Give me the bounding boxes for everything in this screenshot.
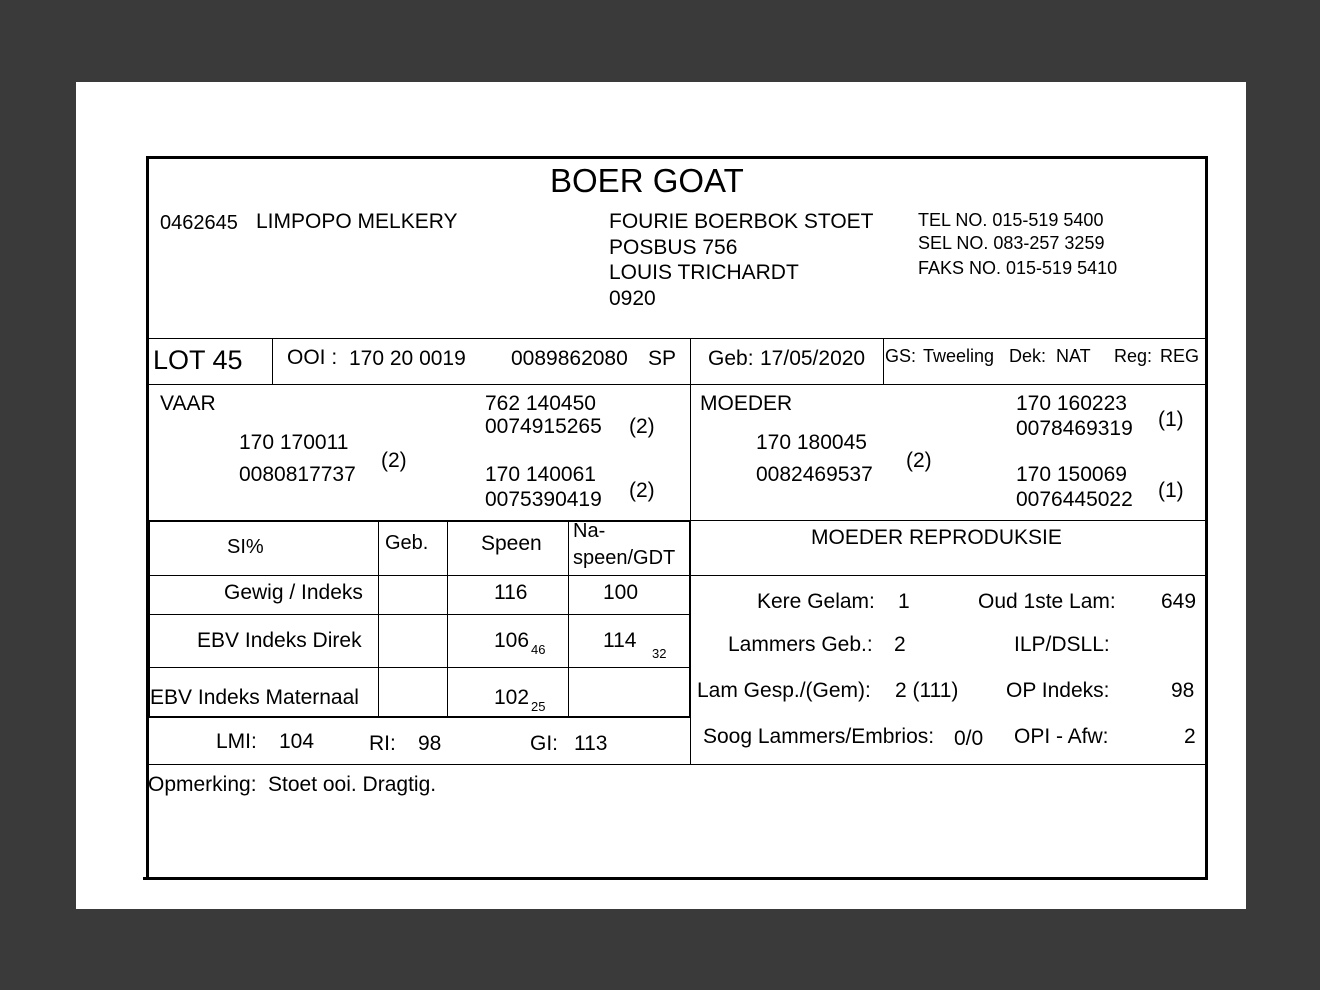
moeder-label: MOEDER — [700, 392, 793, 415]
lammers-geb-label: Lammers Geb.: — [728, 633, 873, 656]
geb-date: 17/05/2020 — [760, 347, 866, 370]
livestock-lot-card — [146, 156, 1208, 880]
col-naspeen-header-2: speen/GDT — [573, 547, 676, 569]
moeder-dam-id: 170 150069 — [1016, 463, 1127, 486]
lot-row-bottom-line — [146, 384, 1206, 385]
ri-value: 98 — [418, 732, 442, 755]
op-indeks-value: 98 — [1171, 679, 1195, 702]
frame-top — [146, 156, 1208, 159]
ooi-label: OOI : — [287, 346, 338, 369]
vaar-label: VAAR — [160, 392, 216, 415]
oud-1ste-lam-label: Oud 1ste Lam: — [978, 590, 1116, 613]
ilp-dsll-label: ILP/DSLL: — [1014, 633, 1110, 656]
row-direk-speen — [494, 629, 546, 657]
lmi-label: LMI: — [216, 730, 257, 753]
col-geb-header: Geb. — [385, 532, 429, 554]
si-percent-label: SI% — [227, 536, 264, 558]
moeder-count: (2) — [906, 449, 932, 472]
row-gewig-speen: 116 — [494, 581, 528, 604]
stats-col-divider-2 — [447, 520, 448, 717]
row-gewig-naspeen: 100 — [603, 581, 639, 604]
frame-left — [146, 156, 149, 880]
vaar-dam-id: 170 140061 — [485, 463, 596, 486]
card-title: BOER GOAT — [550, 162, 744, 199]
soog-lammers-value: 0/0 — [954, 727, 984, 750]
ooi-id: 170 20 0019 — [349, 347, 466, 370]
lot-divider-2 — [690, 338, 691, 384]
vaar-id: 170 170011 — [239, 431, 349, 454]
ri-label: RI: — [369, 732, 396, 755]
moeder-id: 170 180045 — [756, 431, 867, 454]
gi-label: GI: — [530, 732, 559, 755]
address-line2: LOUIS TRICHARDT — [609, 261, 799, 284]
row-maternaal-label: EBV Indeks Maternaal — [150, 686, 359, 709]
reg-label: Reg: — [1114, 346, 1153, 366]
op-indeks-label: OP Indeks: — [1006, 679, 1110, 702]
vaar-sire-reg: 0074915265 — [485, 415, 602, 438]
farm-name: LIMPOPO MELKERY — [256, 210, 458, 233]
soog-lammers-label: Soog Lammers/Embrios: — [703, 725, 935, 748]
lot-row-top-line — [146, 338, 1206, 339]
breeder-name: FOURIE BOERBOK STOET — [609, 210, 874, 233]
repro-title: MOEDER REPRODUKSIE — [811, 526, 1062, 549]
frame-right — [1205, 156, 1208, 880]
stats-right-border — [689, 520, 691, 717]
remark-text: Stoet ooi. Dragtig. — [268, 773, 437, 796]
row-direk-speen-value: 106 — [494, 629, 530, 652]
moeder-sire-reg: 0078469319 — [1016, 417, 1133, 440]
geb-label: Geb: — [708, 347, 754, 370]
row-maternaal-speen-value: 102 — [494, 686, 530, 709]
lmi-value: 104 — [279, 730, 315, 753]
frame-bottom — [143, 877, 1205, 880]
dek-label: Dek: — [1009, 346, 1047, 366]
gi-value: 113 — [574, 732, 608, 755]
moeder-dam-count: (1) — [1158, 479, 1184, 502]
opi-afw-label: OPI - Afw: — [1014, 725, 1109, 748]
col-naspeen-header-1: Na- — [573, 520, 606, 542]
moeder-dam-reg: 0076445022 — [1016, 488, 1133, 511]
col-speen-header: Speen — [481, 532, 542, 555]
dek-value: NAT — [1056, 346, 1091, 366]
stats-row1-line — [146, 614, 690, 615]
vaar-sire-count: (2) — [629, 415, 655, 438]
remark-label: Opmerking: — [148, 773, 257, 796]
vaar-dam-reg: 0075390419 — [485, 488, 602, 511]
faks-number: FAKS NO. 015-519 5410 — [918, 258, 1118, 278]
lot-divider-3 — [883, 338, 884, 384]
vaar-count: (2) — [381, 449, 407, 472]
index-row-bottom-line — [146, 764, 1206, 765]
kere-gelam-value: 1 — [898, 590, 910, 613]
stats-row2-line — [146, 667, 690, 668]
lam-gesp-label: Lam Gesp./(Gem): — [697, 679, 871, 702]
lammers-geb-value: 2 — [894, 633, 906, 656]
vaar-sire-id: 762 140450 — [485, 392, 596, 415]
row-maternaal-speen-sub: 25 — [531, 699, 546, 714]
moeder-reg: 0082469537 — [756, 463, 873, 486]
opi-afw-value: 2 — [1184, 725, 1196, 748]
reg-value: REG — [1160, 346, 1200, 366]
row-direk-label: EBV Indeks Direk — [197, 629, 362, 652]
ooi-reg-no: 0089862080 — [511, 347, 628, 370]
row-maternaal-speen — [494, 686, 546, 714]
farm-code: 0462645 — [160, 212, 238, 234]
stats-header-line — [146, 575, 1206, 576]
moeder-sire-id: 170 160223 — [1016, 392, 1127, 415]
vaar-reg: 0080817737 — [239, 463, 356, 486]
stats-col-divider-3 — [568, 520, 569, 717]
ooi-sp: SP — [648, 347, 677, 370]
row-direk-naspeen-sub: 32 — [652, 646, 667, 661]
lot-divider-1 — [272, 338, 273, 384]
lot-number: LOT 45 — [153, 345, 243, 375]
row-direk-naspeen: 114 — [603, 629, 637, 652]
gs-label: GS: — [885, 346, 917, 366]
moeder-sire-count: (1) — [1158, 408, 1184, 431]
oud-1ste-lam-value: 649 — [1161, 590, 1197, 613]
row-gewig-label: Gewig / Indeks — [224, 581, 363, 604]
stats-bottom-line — [146, 716, 690, 718]
postal-code: 0920 — [609, 287, 656, 310]
lam-gesp-value: 2 (111) — [895, 679, 959, 702]
row-direk-speen-sub: 46 — [531, 642, 546, 657]
stats-top-line — [146, 520, 690, 522]
kere-gelam-label: Kere Gelam: — [757, 590, 875, 613]
vaar-dam-count: (2) — [629, 479, 655, 502]
tel-number: TEL NO. 015-519 5400 — [918, 210, 1104, 230]
repro-top-line — [690, 520, 1206, 521]
stats-col-divider-1 — [378, 520, 379, 717]
sel-number: SEL NO. 083-257 3259 — [918, 233, 1105, 253]
gs-value: Tweeling — [923, 346, 995, 366]
address-line1: POSBUS 756 — [609, 236, 738, 259]
